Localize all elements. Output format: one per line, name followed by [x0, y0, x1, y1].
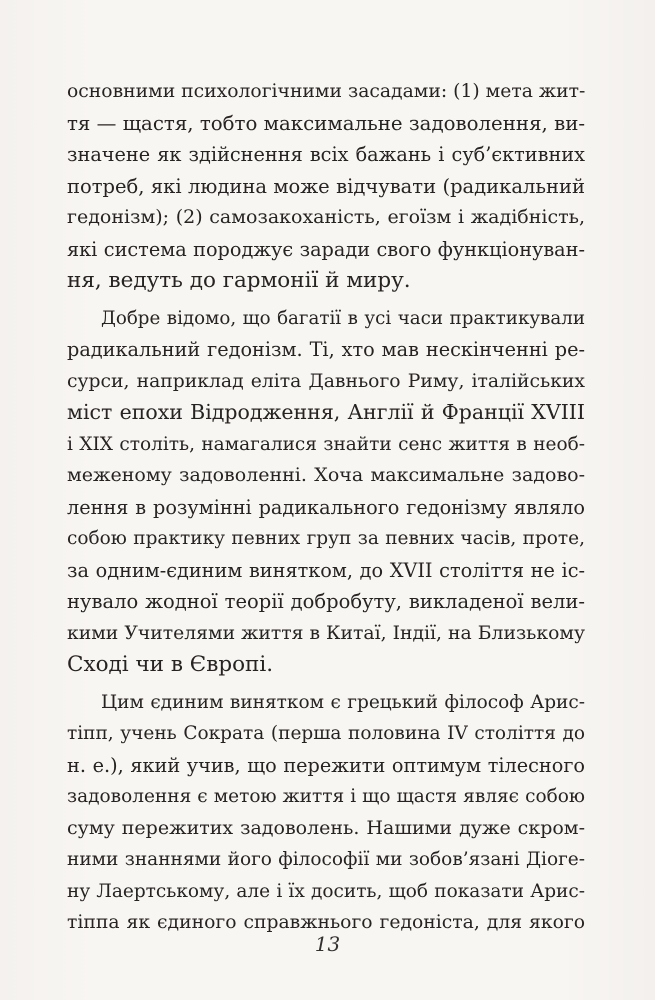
text-line: Добре відомо, що багатії в усі часи практикували	[101, 307, 585, 329]
paragraph-2	[67, 303, 585, 681]
text-line: тіпп, учень Сократа (перша половина IV століття до	[67, 723, 585, 744]
text-line: потреб, які людина може відчувати (радикальний	[67, 174, 585, 198]
paragraph-1	[67, 76, 585, 297]
text-line: значене як здійснення всіх бажань і суб’єктивних	[67, 143, 585, 166]
text-line: Цим єдиним винятком є грецький філософ Арис-	[101, 691, 585, 713]
text-line: сурси, наприклад еліта Давнього Риму, італійських	[67, 370, 585, 392]
text-line: н. е.), який учив, що пережити оптимум тілесного	[67, 753, 585, 777]
text-line: нувало жодної теорії добробуту, викладеної вели-	[67, 590, 585, 613]
text-line: суму пережитих задоволень. Нашими дуже скром-	[67, 816, 585, 839]
text-line: і XIX століть, намагалися знайти сенс життя в необ-	[67, 433, 585, 455]
text-line: гедонізм); (2) самозакоханість, егоїзм і жадібність,	[67, 206, 585, 228]
text-line: лення в розумінні радикального гедонізму являло	[67, 495, 585, 519]
text-line: собою практику певних груп за певних часів, проте,	[67, 528, 585, 549]
text-line: тя — щастя, тобто максимальне задоволення, ви-	[67, 111, 586, 135]
text-line: за одним-єдиним винятком, до XVII століття не іс-	[67, 558, 585, 582]
body-text	[67, 76, 585, 939]
text-line: міст епохи Відродження, Англії й Франції XVIII	[67, 400, 585, 424]
text-line: ну Лаертському, але і їх досить, щоб показати Арис-	[67, 880, 585, 902]
text-line: меженому задоволенні. Хоча максимальне задово-	[67, 464, 585, 486]
text-line: задоволення є метою життя і що щастя являє собою	[67, 786, 585, 807]
text-line: Сході чи в Європі.	[67, 652, 274, 677]
text-line: які система породжує заради свого функціонуван-	[67, 237, 585, 261]
text-line: радикальний гедонізм. Ті, хто мав нескінченні ре-	[67, 338, 585, 361]
text-line: кими Учителями життя в Китаї, Індії, на Близькому	[67, 622, 585, 644]
text-line: ня, ведуть до гармонії й миру.	[67, 268, 411, 293]
text-line: ними знаннями його філософії ми зобов’язані Діоге-	[67, 849, 585, 870]
paragraph-3	[67, 687, 585, 939]
text-line: тіппа як єдиного справжнього гедоніста, для якого	[67, 912, 585, 933]
page-number: 13	[314, 932, 341, 956]
text-line: основними психологічними засадами: (1) мета жит-	[67, 81, 586, 102]
